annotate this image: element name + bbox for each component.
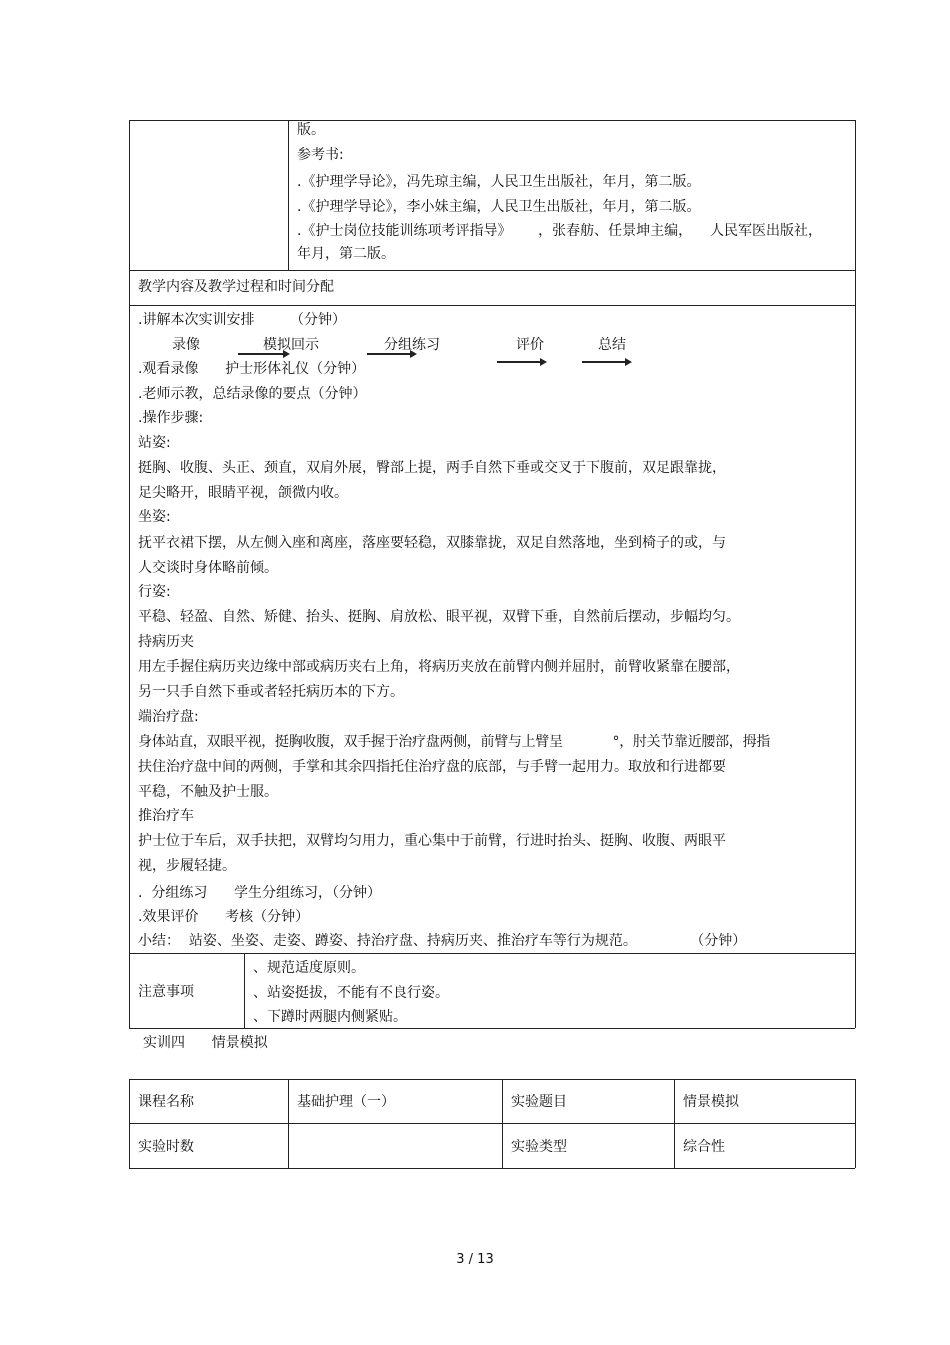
info-table-col-line <box>855 1079 856 1168</box>
note-item: 、规范适度原则。 <box>253 960 365 976</box>
info-cell: 基础护理（一） <box>297 1094 395 1110</box>
table-border-bottom <box>129 1028 855 1029</box>
section-title: 实训四 情景模拟 <box>143 1035 268 1051</box>
row-divider <box>129 953 855 954</box>
ref-line: 参考书: <box>297 147 344 163</box>
flow-intro-time: （分钟） <box>290 312 346 328</box>
content-line: .效果评价 考核（分钟） <box>138 909 310 925</box>
row-divider <box>129 270 855 271</box>
content-line: 端治疗盘: <box>138 709 199 725</box>
note-item: 、站姿挺拔，不能有不良行姿。 <box>253 985 449 1001</box>
content-line: .观看录像 护士形体礼仪（分钟） <box>138 361 366 377</box>
content-line: . 分组练习 学生分组练习，（分钟） <box>138 885 382 901</box>
section-header: 教学内容及教学过程和时间分配 <box>138 279 334 295</box>
info-table-col-line <box>288 1079 289 1168</box>
page-number: 3 / 13 <box>456 1252 494 1267</box>
ref-cell-divider <box>288 120 289 270</box>
ref-line: 年月，第二版。 <box>297 246 395 262</box>
info-cell: 课程名称 <box>138 1094 194 1110</box>
info-table-border-bottom <box>129 1168 855 1169</box>
content-line: 护士位于车后，双手扶把，双臂均匀用力，重心集中于前臂，行进时抬头、挺胸、收腹、两眼平 <box>138 833 726 849</box>
notes-label: 注意事项 <box>138 984 194 1000</box>
content-line: .老师示教，总结录像的要点（分钟） <box>138 386 367 402</box>
info-cell: 综合性 <box>683 1139 725 1155</box>
info-cell: 实验题目 <box>511 1094 567 1110</box>
flow-arrow-icon <box>582 361 626 363</box>
info-cell: 情景模拟 <box>683 1094 739 1110</box>
ref-line: .《护士岗位技能训练项考评指导》 ，张春舫、任景坤主编， 人民军医出版社， <box>297 223 822 239</box>
content-line: 视，步履轻捷。 <box>138 858 236 874</box>
content-line: .操作步骤: <box>138 410 204 426</box>
content-line: 小结： 站姿、坐姿、走姿、蹲姿、持治疗盘、持病历夹、推治疗车等行为规范。 （分钟） <box>138 933 747 949</box>
ref-line: .《护理学导论》，李小妹主编，人民卫生出版社，年月，第二版。 <box>297 199 701 215</box>
flow-step: 分组练习 <box>384 337 440 353</box>
content-line: 另一只手自然下垂或者轻托病历本的下方。 <box>138 684 404 700</box>
content-line: 身体站直，双眼平视，挺胸收腹，双手握于治疗盘两侧，前臂与上臂呈 °，肘关节靠近腰部，拇指 <box>138 734 770 750</box>
content-line: 站姿: <box>138 435 171 451</box>
info-table-col-line <box>502 1079 503 1168</box>
info-table-row-divider <box>129 1123 855 1124</box>
content-line: 人交谈时身体略前倾。 <box>138 560 278 576</box>
flow-arrow-icon <box>238 353 284 355</box>
note-item: 、下蹲时两腿内侧紧贴。 <box>253 1009 407 1025</box>
notes-cell-divider <box>244 953 245 1028</box>
content-line: 平稳，不触及护士服。 <box>138 784 278 800</box>
ref-line: 版。 <box>297 122 325 138</box>
content-line: 坐姿: <box>138 509 171 525</box>
flow-step: 录像 <box>172 337 200 353</box>
content-line: 足尖略开，眼睛平视，颌微内收。 <box>138 485 348 501</box>
ref-line: .《护理学导论》，冯先琼主编，人民卫生出版社，年月，第二版。 <box>297 174 701 190</box>
content-line: 挺胸、收腹、头正、颈直，双肩外展，臀部上提，两手自然下垂或交叉于下腹前，双足跟靠拢， <box>138 460 726 476</box>
content-line: 扶住治疗盘中间的两侧，手掌和其余四指托住治疗盘的底部，与手臂一起用力。取放和行进都要 <box>138 759 726 775</box>
flow-intro: .讲解本次实训安排 <box>138 312 255 328</box>
table-border-top <box>129 120 855 121</box>
content-line: 行姿: <box>138 584 171 600</box>
info-table-col-line <box>129 1079 130 1168</box>
flow-arrow-icon <box>497 361 541 363</box>
row-divider <box>129 305 855 306</box>
table-border-left <box>129 120 130 1028</box>
info-table-border-top <box>129 1079 855 1080</box>
flow-arrow-icon <box>367 353 411 355</box>
info-cell: 实验类型 <box>511 1139 567 1155</box>
flow-step: 模拟回示 <box>263 337 319 353</box>
content-line: 持病历夹 <box>138 634 194 650</box>
content-line: 推治疗车 <box>138 808 194 824</box>
flow-step: 评价 <box>516 337 544 353</box>
content-line: 用左手握住病历夹边缘中部或病历夹右上角，将病历夹放在前臂内侧并屈肘，前臂收紧靠在腰部， <box>138 659 740 675</box>
content-line: 抚平衣裙下摆，从左侧入座和离座，落座要轻稳，双膝靠拢，双足自然落地，坐到椅子的或，与 <box>138 535 726 551</box>
flow-step: 总结 <box>598 337 626 353</box>
info-table-col-line <box>674 1079 675 1168</box>
info-cell: 实验时数 <box>138 1139 194 1155</box>
content-line: 平稳、轻盈、自然、矫健、抬头、挺胸、肩放松、眼平视，双臂下垂，自然前后摆动，步幅均匀。 <box>138 609 740 625</box>
table-border-right <box>855 120 856 1028</box>
